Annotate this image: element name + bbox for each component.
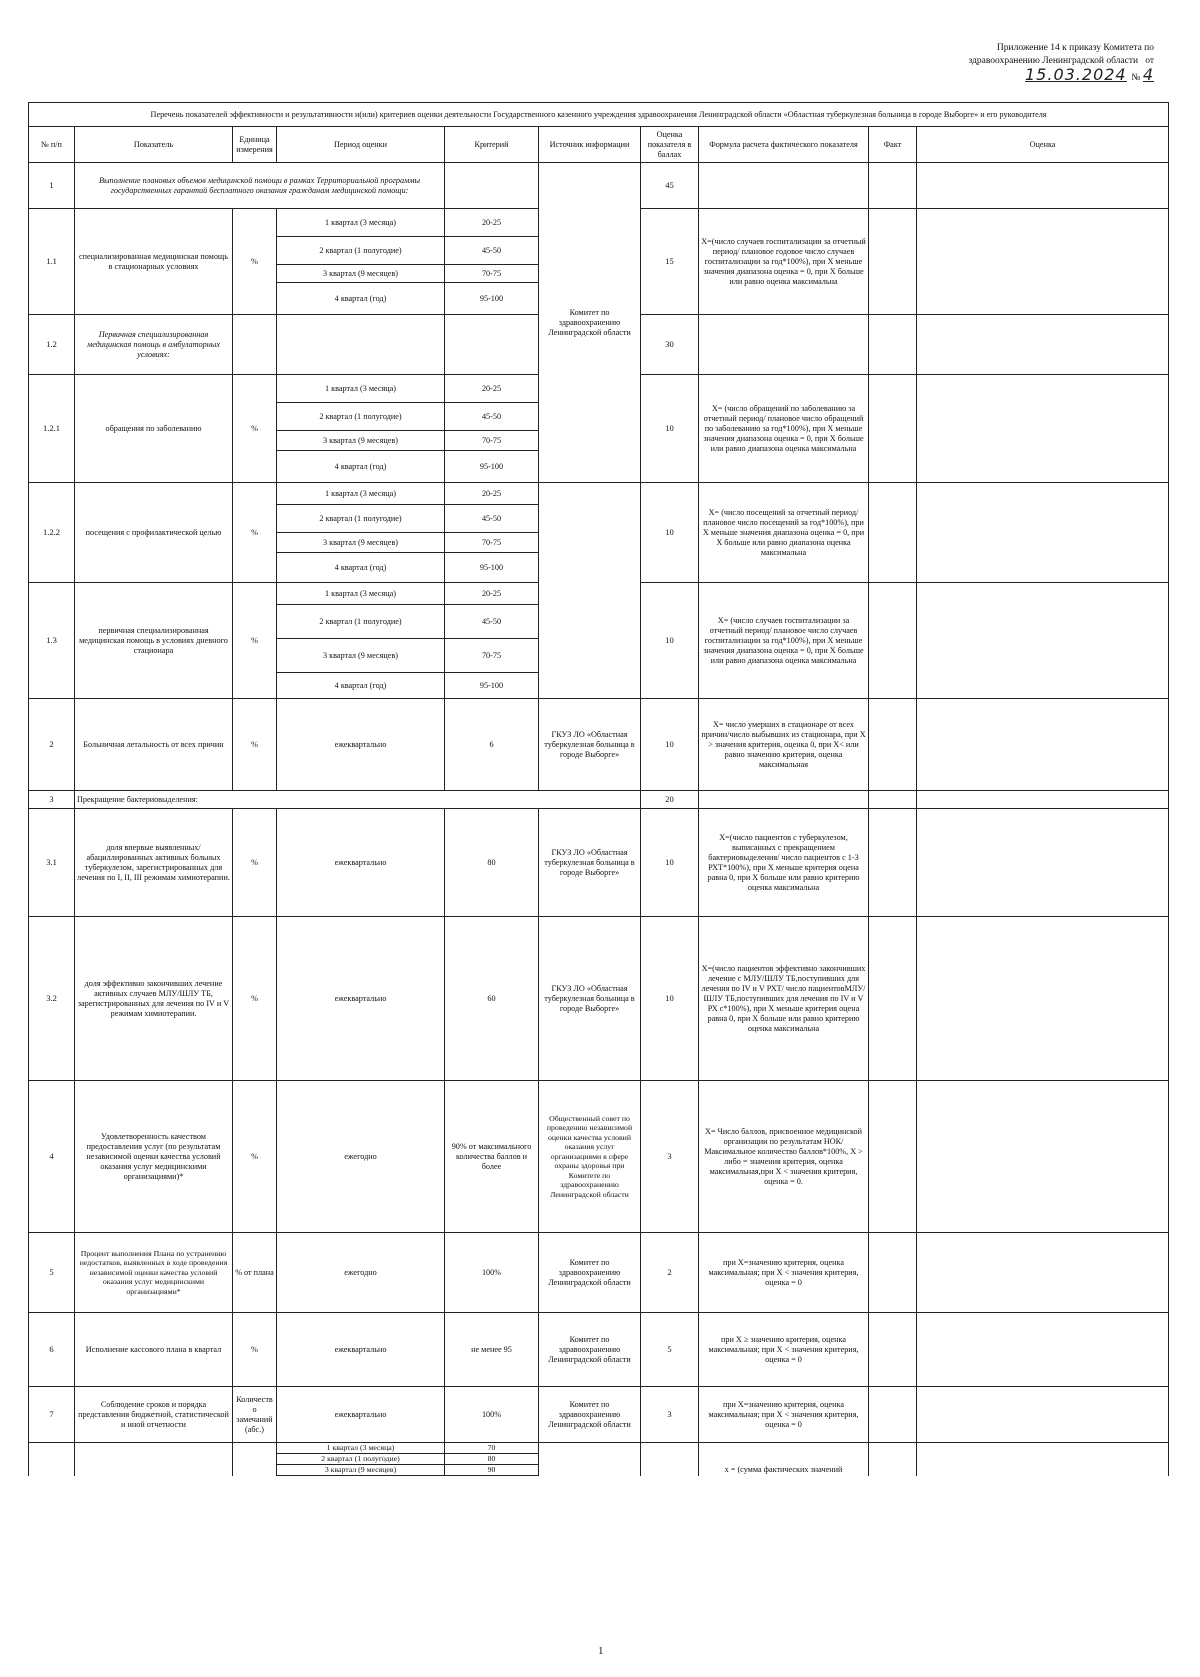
col-header-period: Период оценки bbox=[277, 127, 445, 163]
row-formula: X=(число пациентов эффективно закончивших лечение с МЛУ/ШЛУ ТБ,поступивших для лечения по IV и V РХТ/ число пациентовМЛУ/ШЛУ ТБ,поступивших для лечения по IV и V РХ с*100%), при X меньше критерия оцена равна 0, при X больше или равно критерию оценка максимальна bbox=[699, 917, 869, 1081]
table-row bbox=[29, 699, 1169, 791]
row-score: 30 bbox=[641, 315, 699, 375]
row-criterion: 6 bbox=[445, 699, 539, 791]
col-header-unit: Единица измерения bbox=[233, 127, 277, 163]
col-header-criterion: Критерий bbox=[445, 127, 539, 163]
row-source: Комитет по здравоохранению Ленинградской области bbox=[539, 1387, 641, 1443]
row-source: ГКУЗ ЛО «Областная туберкулезная больница в городе Выборге» bbox=[539, 699, 641, 791]
row-unit: Количество замечаний (абс.) bbox=[233, 1387, 277, 1443]
row-indicator: обращения по заболеванию bbox=[75, 375, 233, 483]
row-period: 4 квартал (год) bbox=[277, 283, 445, 315]
row-period: ежеквартально bbox=[277, 809, 445, 917]
row-unit: % bbox=[233, 375, 277, 483]
table-row bbox=[29, 1443, 1169, 1454]
col-header-fact: Факт bbox=[869, 127, 917, 163]
row-unit: % bbox=[233, 1081, 277, 1233]
annex-from-label: от bbox=[1145, 56, 1154, 66]
row-score: 10 bbox=[641, 583, 699, 699]
row-period: 1 квартал (3 месяца) bbox=[277, 375, 445, 403]
row-period: 2 квартал (1 полугодие) bbox=[277, 505, 445, 533]
row-num: 6 bbox=[29, 1313, 75, 1387]
table-row bbox=[29, 163, 1169, 209]
table-row bbox=[29, 1313, 1169, 1387]
row-num: 3.1 bbox=[29, 809, 75, 917]
row-criterion: не менее 95 bbox=[445, 1313, 539, 1387]
row-criterion: 95-100 bbox=[445, 673, 539, 699]
order-date: 15.03.2024 bbox=[1025, 65, 1127, 84]
row-criterion: 45-50 bbox=[445, 237, 539, 265]
row-criterion: 100% bbox=[445, 1387, 539, 1443]
row-criterion: 70-75 bbox=[445, 639, 539, 673]
row-period: 4 квартал (год) bbox=[277, 553, 445, 583]
row-num: 4 bbox=[29, 1081, 75, 1233]
row-criterion: 80 bbox=[445, 809, 539, 917]
order-annex-header bbox=[864, 42, 1154, 85]
row-criterion: 70 bbox=[445, 1443, 539, 1454]
row-period: 3 квартал (9 месяцев) bbox=[277, 265, 445, 283]
row-score: 3 bbox=[641, 1081, 699, 1233]
row-period: 3 квартал (9 месяцев) bbox=[277, 639, 445, 673]
row-period: 1 квартал (3 месяца) bbox=[277, 583, 445, 605]
row-source: ГКУЗ ЛО «Областная туберкулезная больница в городе Выборге» bbox=[539, 917, 641, 1081]
table-row bbox=[29, 809, 1169, 917]
row-indicator: первичная специализированная медицинская помощь в условиях дневного стационара bbox=[75, 583, 233, 699]
row-formula: X= (число посещений за отчетный период/ плановое число посещений за год*100%), при X меньше значения диапазона оценка = 0, при X больше или равно диапазона оценка максимальна bbox=[699, 483, 869, 583]
row-period: 4 квартал (год) bbox=[277, 451, 445, 483]
row-score: 10 bbox=[641, 917, 699, 1081]
row-unit: % bbox=[233, 209, 277, 315]
row-formula: X= (число обращений по заболеванию за отчетный период/ плановое число обращений по заболеванию за год*100%), при X меньше значения диапазона оценка = 0, при X больше или равно диапазона оценка максимальна bbox=[699, 375, 869, 483]
row-period: ежегодно bbox=[277, 1081, 445, 1233]
row-criterion: 45-50 bbox=[445, 505, 539, 533]
row-period: 1 квартал (3 месяца) bbox=[277, 209, 445, 237]
col-header-formula: Формула расчета фактического показателя bbox=[699, 127, 869, 163]
row-indicator: Удовлетворенность качеством предоставления услуг (по результатам независимой оценки качества условий оказания услуг медицинскими организациями)* bbox=[75, 1081, 233, 1233]
row-criterion: 100% bbox=[445, 1233, 539, 1313]
row-period: 2 квартал (1 полугодие) bbox=[277, 237, 445, 265]
row-criterion: 60 bbox=[445, 917, 539, 1081]
table-row bbox=[29, 917, 1169, 1081]
col-header-score: Оценка показателя в баллах bbox=[641, 127, 699, 163]
order-number: 4 bbox=[1142, 65, 1154, 84]
row-num: 1.2.2 bbox=[29, 483, 75, 583]
row-formula: X= (число случаев госпитализации за отчетный период/ плановое число случаев госпитализации за год*100%), при X меньше значения диапазона оценка = 0, при X больше или равно диапазона оценка максимальна bbox=[699, 583, 869, 699]
row-criterion: 90 bbox=[445, 1465, 539, 1476]
row-criterion: 20-25 bbox=[445, 583, 539, 605]
row-indicator: посещения с профилактической целью bbox=[75, 483, 233, 583]
row-criterion: 90% от максимального количества баллов и более bbox=[445, 1081, 539, 1233]
row-criterion: 70-75 bbox=[445, 431, 539, 451]
row-formula: X=(число пациентов с туберкулезом, выписанных с прекращением бактериовыделения/ число пациентов с 1-3 РХТ*100%), при X меньше критерия оцена равна 0, при X больше или равно критерию оценка максимальна bbox=[699, 809, 869, 917]
row-indicator: Прекращение бактериовыделения: bbox=[75, 791, 641, 809]
row-score: 20 bbox=[641, 791, 699, 809]
row-score: 10 bbox=[641, 483, 699, 583]
annex-line-1: Приложение 14 к приказу Комитета по bbox=[996, 43, 1154, 53]
row-period: 3 квартал (9 месяцев) bbox=[277, 1465, 445, 1476]
row-period: ежеквартально bbox=[277, 699, 445, 791]
row-source: ГКУЗ ЛО «Областная туберкулезная больница в городе Выборге» bbox=[539, 809, 641, 917]
row-num: 2 bbox=[29, 699, 75, 791]
row-indicator: Исполнение кассового плана в квартал bbox=[75, 1313, 233, 1387]
row-source: Комитет по здравоохранению Ленинградской области bbox=[539, 1313, 641, 1387]
table-row bbox=[29, 791, 1169, 809]
table-title-row bbox=[29, 103, 1169, 127]
row-unit: % bbox=[233, 917, 277, 1081]
row-num: 1.2 bbox=[29, 315, 75, 375]
row-num: 1.3 bbox=[29, 583, 75, 699]
row-score: 2 bbox=[641, 1233, 699, 1313]
row-criterion: 95-100 bbox=[445, 553, 539, 583]
row-formula: при X=значению критерия, оценка максимальная; при X < значения критерия, оценка = 0 bbox=[699, 1233, 869, 1313]
row-source: Комитет по здравоохранению Ленинградской области bbox=[539, 1233, 641, 1313]
row-score: 10 bbox=[641, 809, 699, 917]
page-number: 1 bbox=[598, 1645, 604, 1657]
row-criterion: 20-25 bbox=[445, 483, 539, 505]
row-indicator: доля впервые выявленных/абациллированных активных больных туберкулезом, зарегистрированных для лечения по I, II, III режимам химиотерапии. bbox=[75, 809, 233, 917]
row-criterion: 70-75 bbox=[445, 533, 539, 553]
row-num: 5 bbox=[29, 1233, 75, 1313]
row-indicator: Выполнение плановых объемов медицинской помощи в рамках Территориальной программы государственных гарантий бесплатного оказания гражданам медицинской помощи: bbox=[75, 163, 445, 209]
row-period: 3 квартал (9 месяцев) bbox=[277, 431, 445, 451]
row-unit: % bbox=[233, 1313, 277, 1387]
table-title: Перечень показателей эффективности и результативности и(или) критериев оценки деятельности Государственного казенного учреждения здравоохранения Ленинградской области «Областная туберкулезная больница в городе Выборге» и его руководителя bbox=[29, 103, 1169, 127]
row-score: 3 bbox=[641, 1387, 699, 1443]
row-indicator: Процент выполнения Плана по устранению недостатков, выявленных в ходе проведения независимой оценки качества условий оказания услуг медицинскими организациями* bbox=[75, 1233, 233, 1313]
row-num: 7 bbox=[29, 1387, 75, 1443]
table-row bbox=[29, 1233, 1169, 1313]
row-num: 3.2 bbox=[29, 917, 75, 1081]
order-number-label: № bbox=[1131, 73, 1141, 83]
table-row bbox=[29, 583, 1169, 605]
table-row bbox=[29, 1081, 1169, 1233]
row-unit: % от плана bbox=[233, 1233, 277, 1313]
table-header-row bbox=[29, 127, 1169, 163]
annex-line-2: здравоохранению Ленинградской области bbox=[968, 56, 1139, 66]
row-formula: при X ≥ значению критерия, оценка максимальная; при X < значения критерия, оценка = 0 bbox=[699, 1313, 869, 1387]
row-num: 3 bbox=[29, 791, 75, 809]
col-header-source: Источник информации bbox=[539, 127, 641, 163]
row-period: ежеквартально bbox=[277, 917, 445, 1081]
row-unit: % bbox=[233, 483, 277, 583]
row-period: 2 квартал (1 полугодие) bbox=[277, 1454, 445, 1465]
row-period: 4 квартал (год) bbox=[277, 673, 445, 699]
row-indicator: Соблюдение сроков и порядка представления бюджетной, статистической и иной отчетности bbox=[75, 1387, 233, 1443]
row-criterion: 70-75 bbox=[445, 265, 539, 283]
row-criterion: 95-100 bbox=[445, 283, 539, 315]
row-period: 1 квартал (3 месяца) bbox=[277, 483, 445, 505]
row-score: 10 bbox=[641, 375, 699, 483]
col-header-indicator: Показатель bbox=[75, 127, 233, 163]
row-indicator: Больничная летальность от всех причин bbox=[75, 699, 233, 791]
indicators-table bbox=[28, 102, 1169, 1476]
col-header-evaluation: Оценка bbox=[917, 127, 1169, 163]
row-num: 1 bbox=[29, 163, 75, 209]
row-period: 2 квартал (1 полугодие) bbox=[277, 605, 445, 639]
row-formula: x = (сумма фактических значений bbox=[699, 1443, 869, 1476]
row-formula: X= Число баллов, присвоенное медицинской организации по результатам НОК/Максимальное количество баллов*100%, X > либо = значения критерия, оценка максимальная,при X < значения критерия, оценка = 0. bbox=[699, 1081, 869, 1233]
row-period: 2 квартал (1 полугодие) bbox=[277, 403, 445, 431]
row-source: Комитет по здравоохранению Ленинградской области bbox=[539, 163, 641, 483]
row-unit: % bbox=[233, 809, 277, 917]
row-source: Общественный совет по проведению независимой оценки качества условий оказания услуг организациями в сфере охраны здоровья при Комитете по здравоохранению Ленинградской области bbox=[539, 1081, 641, 1233]
row-criterion: 45-50 bbox=[445, 605, 539, 639]
row-criterion: 45-50 bbox=[445, 403, 539, 431]
row-criterion: 20-25 bbox=[445, 209, 539, 237]
row-score: 10 bbox=[641, 699, 699, 791]
row-num: 1.2.1 bbox=[29, 375, 75, 483]
row-criterion: 80 bbox=[445, 1454, 539, 1465]
row-period: ежеквартально bbox=[277, 1313, 445, 1387]
row-period: ежеквартально bbox=[277, 1387, 445, 1443]
row-indicator: Первичная специализированная медицинская помощь в амбулаторных условиях: bbox=[75, 315, 233, 375]
row-unit: % bbox=[233, 699, 277, 791]
table-row bbox=[29, 483, 1169, 505]
row-formula: при X=значению критерия, оценка максимальная; при X < значения критерия, оценка = 0 bbox=[699, 1387, 869, 1443]
row-score: 15 bbox=[641, 209, 699, 315]
row-indicator: специализированная медицинская помощь в стационарных условиях bbox=[75, 209, 233, 315]
row-indicator: доля эффективно закончивших лечение активных случаев МЛУ/ШЛУ ТБ, зарегистрированных для лечения по IV и V режимам химиотерапии. bbox=[75, 917, 233, 1081]
row-score: 45 bbox=[641, 163, 699, 209]
table-row bbox=[29, 1387, 1169, 1443]
row-formula: X= число умерших в стационаре от всех причин/число выбывших из стационара, при X > значения критерия, оценка 0, при X< или равно значению критерия, оценка максимальная bbox=[699, 699, 869, 791]
row-formula: X=(число случаев госпитализации за отчетный период/ плановое годовое число случаев госпитализации за год*100%), при X меньше значения диапазона оценка = 0, при X больше или равно оценка максимальна bbox=[699, 209, 869, 315]
row-period: 1 квартал (3 месяца) bbox=[277, 1443, 445, 1454]
row-criterion: 95-100 bbox=[445, 451, 539, 483]
row-score: 5 bbox=[641, 1313, 699, 1387]
row-period: ежегодно bbox=[277, 1233, 445, 1313]
row-period: 3 квартал (9 месяцев) bbox=[277, 533, 445, 553]
col-header-num: № п/п bbox=[29, 127, 75, 163]
row-criterion: 20-25 bbox=[445, 375, 539, 403]
row-unit: % bbox=[233, 583, 277, 699]
row-num: 1.1 bbox=[29, 209, 75, 315]
